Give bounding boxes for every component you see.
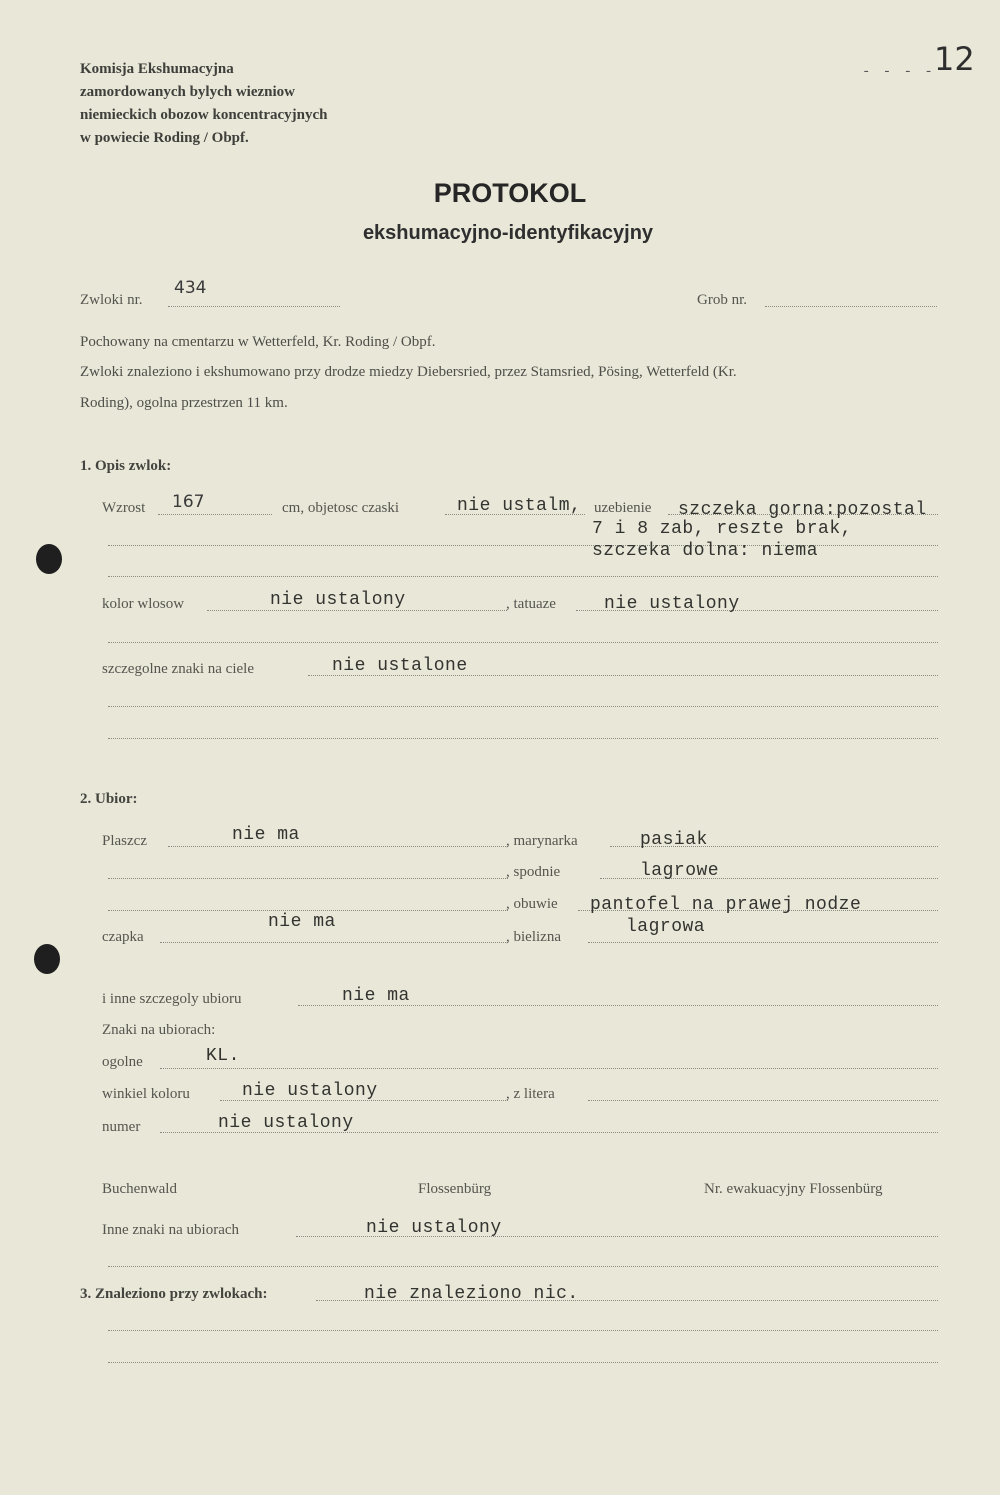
- letter-label: , z litera: [506, 1086, 555, 1102]
- found-location-line-2: Roding), ogolna przestrzen 11 km.: [80, 395, 288, 411]
- other-marks-value: nie ustalony: [366, 1218, 502, 1238]
- hair-color-label: kolor wlosow: [102, 596, 185, 612]
- commission-header: [80, 58, 327, 150]
- binder-hole-top: [36, 544, 62, 574]
- tattoo-label: , tatuaze: [506, 596, 556, 612]
- cap-value: nie ma: [268, 912, 336, 932]
- prisoner-number-label: numer: [102, 1119, 141, 1135]
- corpse-number-label: Zwloki nr.: [80, 292, 143, 308]
- section-2-title: 2. Ubior:: [80, 791, 138, 807]
- letter-line: [588, 1100, 938, 1101]
- binder-hole-bottom: [34, 944, 60, 974]
- body-marks-label: szczegolne znaki na ciele: [102, 661, 254, 677]
- skull-volume-value: nie ustalm,: [457, 496, 582, 516]
- teeth-value-line-1: szczeka gorna:pozostal: [678, 500, 927, 520]
- shoes-label: , obuwie: [506, 896, 558, 912]
- document-subtitle: ekshumacyjno-identyfikacyjny: [362, 222, 654, 244]
- header-line-4: w powiecie Roding / Obpf.: [80, 130, 249, 146]
- tattoo-value: nie ustalony: [604, 594, 740, 614]
- teeth-line-3: [108, 576, 938, 577]
- cap-line: [160, 942, 508, 943]
- cap-label: czapka: [102, 929, 144, 945]
- evacuation-number-label: Nr. ewakuacyjny Flossenbürg: [704, 1181, 883, 1197]
- underwear-line: [588, 942, 938, 943]
- header-line-2: zamordowanych bylych wiezniow: [80, 84, 295, 100]
- height-value: 167: [172, 492, 205, 512]
- skull-volume-label: cm, objetosc czaski: [282, 500, 400, 516]
- coat-value: nie ma: [232, 825, 300, 845]
- hair-color-line: [207, 610, 507, 611]
- shoes-value: pantofel na prawej nodze: [590, 895, 862, 915]
- found-items-line-2: [108, 1330, 938, 1331]
- body-marks-line-3: [108, 738, 938, 739]
- trousers-label: , spodnie: [506, 864, 561, 880]
- trousers-value: lagrowe: [640, 861, 720, 881]
- prisoner-number-value: nie ustalony: [218, 1113, 354, 1133]
- coat-label: Plaszcz: [102, 833, 147, 849]
- teeth-label: uzebienie: [594, 500, 652, 516]
- header-line-1: Komisja Ekshumacyjna: [80, 61, 234, 77]
- hair-extra-line: [108, 642, 938, 643]
- hair-color-value: nie ustalony: [270, 590, 406, 610]
- teeth-value-line-2: 7 i 8 zab, reszte brak,: [592, 519, 852, 539]
- height-line: [158, 514, 272, 515]
- corpse-number-value: 434: [174, 278, 207, 298]
- header-line-3: niemieckich obozow koncentracyjnych: [80, 107, 328, 123]
- trousers-left-line: [108, 878, 508, 879]
- clothing-marks-heading: Znaki na ubiorach:: [102, 1022, 216, 1038]
- general-marks-label: ogolne: [102, 1054, 143, 1070]
- camp-flossenburg-label: Flossenbürg: [418, 1181, 492, 1197]
- general-marks-line: [160, 1068, 938, 1069]
- teeth-value-line-3: szczeka dolna: niema: [592, 541, 819, 561]
- body-marks-line-2: [108, 706, 938, 707]
- height-label: Wzrost: [102, 500, 146, 516]
- triangle-color-label: winkiel koloru: [102, 1086, 190, 1102]
- burial-place-text: Pochowany na cmentarzu w Wetterfeld, Kr. Roding / Obpf.: [80, 334, 436, 350]
- shoes-left-line: [108, 910, 508, 911]
- jacket-value: pasiak: [640, 830, 708, 850]
- other-marks-label: Inne znaki na ubiorach: [102, 1222, 240, 1238]
- underwear-value: lagrowa: [626, 917, 706, 937]
- grave-number-label: Grob nr.: [697, 292, 747, 308]
- found-items-line-3: [108, 1362, 938, 1363]
- document-title: PROTOKOL: [433, 178, 587, 208]
- triangle-color-value: nie ustalony: [242, 1081, 378, 1101]
- other-marks-line-2: [108, 1266, 938, 1267]
- coat-line: [168, 846, 508, 847]
- general-marks-value: KL.: [206, 1046, 240, 1066]
- underwear-label: , bielizna: [506, 929, 561, 945]
- other-clothing-label: i inne szczegoly ubioru: [102, 991, 242, 1007]
- grave-number-line: [765, 306, 937, 307]
- corpse-number-line: [168, 306, 340, 307]
- body-marks-value: nie ustalone: [332, 656, 468, 676]
- camp-buchenwald-label: Buchenwald: [102, 1181, 177, 1197]
- other-clothing-value: nie ma: [342, 986, 410, 1006]
- found-items-value: nie znaleziono nic.: [364, 1284, 579, 1304]
- section-3-title: 3. Znaleziono przy zwlokach:: [80, 1286, 268, 1302]
- corner-marks: - - - -: [862, 64, 935, 80]
- page-number: 12: [934, 40, 975, 78]
- section-1-title: 1. Opis zwlok:: [80, 458, 172, 474]
- found-location-line-1: Zwloki znaleziono i ekshumowano przy drodze miedzy Diebersried, przez Stamsried, Pösing, Wetterfeld (Kr.: [80, 364, 737, 380]
- jacket-label: , marynarka: [506, 833, 578, 849]
